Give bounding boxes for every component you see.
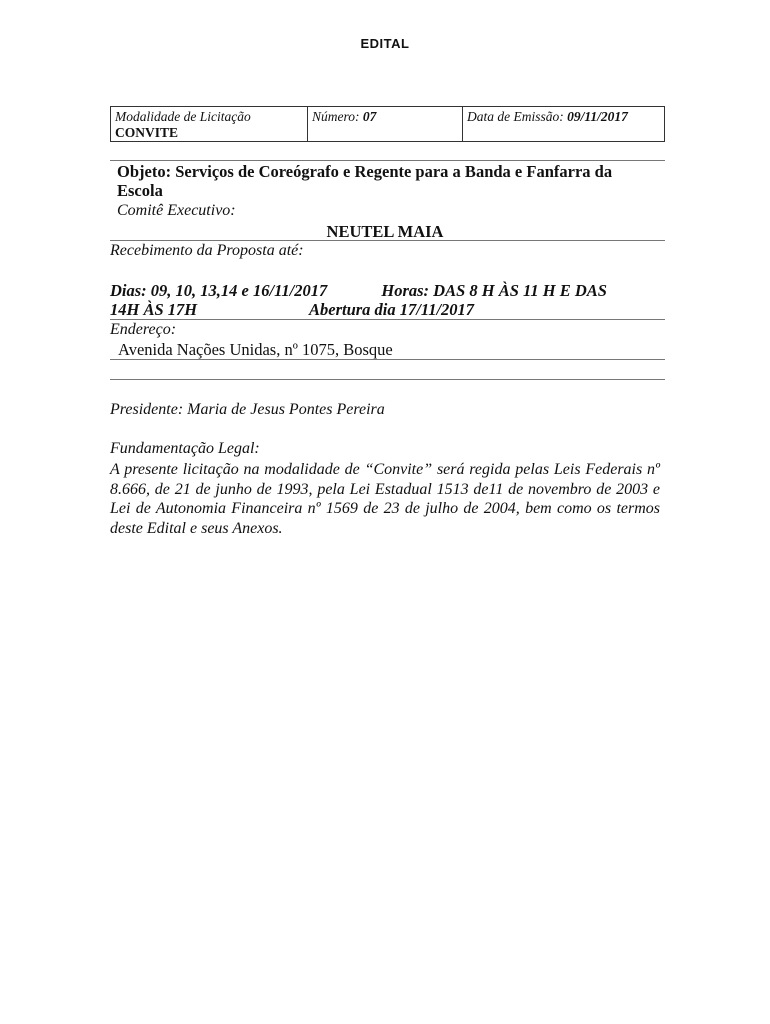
abertura-text: Abertura dia 17/11/2017 (309, 300, 475, 319)
document-title: EDITAL (360, 36, 410, 51)
fundamentacao-paragraph: A presente licitação na modalidade de “Convite” será regida pelas Leis Federais nº 8.666, de 21 de junho de 1993, pela Lei Estadual 1513 de11 de novembro de 2003 e Lei de Autonomia Financeira nº 1569 de 23 de julho de 2004, bem como os termos deste Edital e seus Anexos. (110, 461, 660, 537)
presidente-text: Presidente: Maria de Jesus Pontes Pereira (110, 401, 385, 418)
divider (110, 240, 665, 241)
modalidade-value: CONVITE (115, 125, 179, 140)
comite-label: Comitê Executivo: (117, 202, 236, 219)
modalidade-cell (111, 107, 307, 141)
recebimento-label: Recebimento da Proposta até: (110, 242, 304, 259)
numero-label: Número: (312, 109, 360, 124)
divider (110, 160, 665, 161)
horas-cont-text: 14H ÀS 17H (110, 300, 198, 319)
divider (110, 359, 665, 360)
numero-value: 07 (362, 109, 377, 124)
numero-cell (307, 107, 462, 141)
data-emissao-value: 09/11/2017 (567, 109, 628, 124)
horas-line-2 (110, 300, 474, 320)
endereco-value: Avenida Nações Unidas, nº 1075, Bosque (118, 340, 393, 359)
modalidade-label: Modalidade de Licitação (115, 109, 251, 124)
divider (110, 379, 665, 380)
data-emissao-label: Data de Emissão: (467, 109, 564, 124)
header-table (110, 106, 665, 142)
horas-text: Horas: DAS 8 H ÀS 11 H E DAS (381, 281, 607, 300)
divider (110, 319, 665, 320)
data-emissao-cell (462, 107, 664, 141)
dias-line (110, 281, 607, 301)
endereco-label: Endereço: (110, 321, 177, 338)
comite-value: NEUTEL MAIA (326, 222, 444, 241)
fundamentacao-label: Fundamentação Legal: (110, 440, 260, 457)
objeto-text: Objeto: Serviços de Coreógrafo e Regente para a Banda e Fanfarra da Escola (117, 162, 613, 200)
dias-text: Dias: 09, 10, 13,14 e 16/11/2017 (110, 281, 328, 300)
